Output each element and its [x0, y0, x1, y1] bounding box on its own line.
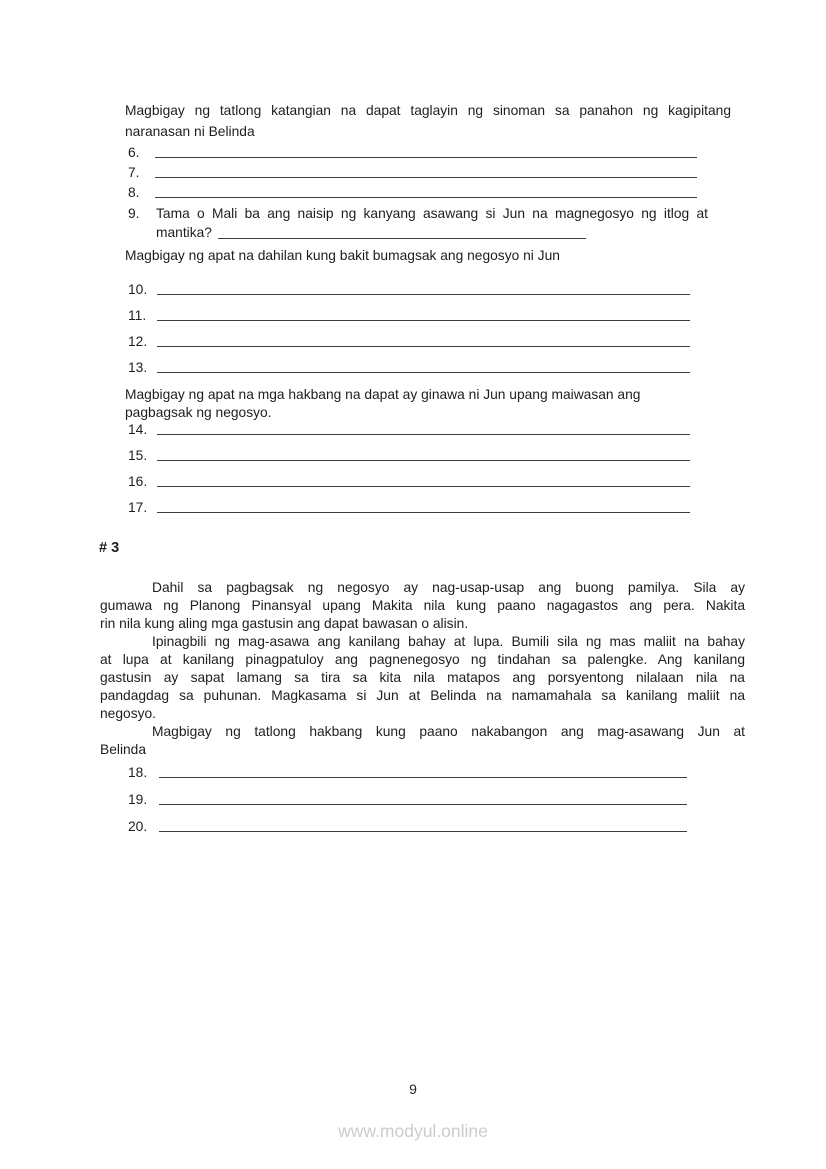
paragraph-line: Belinda [100, 742, 147, 757]
answer-blank-line [157, 512, 690, 513]
paragraph-line: gastusin ay sapat lamang sa tira sa kita nila matapos ang porsyentong nilalaan nila na [100, 670, 745, 685]
item-number: 8. [128, 185, 140, 200]
item-number: 12. [128, 334, 148, 349]
item-number: 9. [128, 206, 140, 221]
item-number: 17. [128, 500, 148, 515]
answer-blank-line [157, 294, 690, 295]
answer-items-10-13 [100, 283, 740, 387]
paragraph-ipinagbili [100, 633, 745, 723]
question-9-text-continued: mantika? [156, 225, 212, 240]
item-number: 20. [128, 819, 148, 834]
answer-item-17 [100, 501, 740, 513]
answer-blank-line [157, 460, 690, 461]
answer-item-20 [100, 820, 740, 832]
page-number: 9 [409, 1081, 417, 1097]
item-number: 15. [128, 448, 148, 463]
paragraph-planong-pinansyal [100, 579, 745, 633]
question-9 [100, 204, 708, 242]
prompt-tatlong-katangian [125, 100, 731, 142]
answer-blank-line [155, 177, 697, 178]
answer-item-10 [100, 283, 740, 295]
answer-blank-line [157, 486, 690, 487]
answer-item-12 [100, 335, 740, 347]
answer-item-7 [100, 165, 740, 178]
item-number: 7. [128, 165, 140, 180]
prompt-line: pagbagsak ng negosyo. [125, 405, 272, 420]
answer-blank-line [159, 804, 687, 805]
item-number: 14. [128, 422, 148, 437]
paragraph-line: Ipinagbili ng mag-asawa ang kanilang bahay at lupa. Bumili sila ng mas maliit na bahay [152, 634, 745, 649]
answer-blank-line [157, 434, 690, 435]
answer-item-6 [100, 145, 740, 158]
item-number: 11. [128, 308, 147, 323]
question-9-text: Tama o Mali ba ang naisip ng kanyang asawang si Jun na magnegosyo ng itlog at [156, 206, 708, 221]
prompt-line: Magbigay ng tatlong katangian na dapat taglayin ng sinoman sa panahon ng kagipitang [125, 103, 731, 118]
prompt-tatlong-hakbang [100, 723, 745, 759]
answer-item-13 [100, 361, 740, 373]
answer-items-18-20 [100, 766, 740, 847]
answer-item-19 [100, 793, 740, 805]
prompt-hakbang-maiwasan [125, 386, 741, 422]
paragraph-line: rin nila kung aling mga gastusin ang dapat bawasan o alisin. [100, 616, 469, 631]
answer-blank-line [157, 346, 690, 347]
item-number: 10. [128, 282, 148, 297]
answer-blank-line [157, 372, 690, 373]
answer-blank-line [159, 777, 687, 778]
answer-item-14 [100, 423, 740, 435]
paragraph-line: negosyo. [100, 706, 156, 721]
prompt-apat-na-dahilan: Magbigay ng apat na dahilan kung bakit bumagsak ang negosyo ni Jun [125, 248, 560, 263]
section-heading-3: # 3 [99, 540, 120, 556]
answer-blank-line [159, 831, 687, 832]
answer-blank-line [155, 157, 697, 158]
answer-items-14-17 [100, 423, 740, 527]
answer-item-11 [100, 309, 740, 321]
prompt-line: Magbigay ng apat na mga hakbang na dapat ay ginawa ni Jun upang maiwasan ang [125, 387, 641, 402]
item-number: 6. [128, 145, 140, 160]
watermark: www.modyul.online [338, 1121, 488, 1141]
paragraph-line: gumawa ng Planong Pinansyal upang Makita nila kung paano nagagastos ang pera. Nakita [100, 598, 745, 613]
paragraph-line: at lupa at kanilang pinagpatuloy ang pagnenegosyo ng tindahan sa palengke. Ang kanilang [100, 652, 745, 667]
answer-item-18 [100, 766, 740, 778]
item-number: 19. [128, 792, 148, 807]
answer-item-8 [100, 185, 740, 198]
paragraph-line: Dahil sa pagbagsak ng negosyo ay nag-usap-usap ang buong pamilya. Sila ay [152, 580, 745, 595]
paragraph-line: pandagdag sa puhunan. Magkasama si Jun at Belinda na namamahala sa kanilang maliit na [100, 688, 745, 703]
paragraph-line: Magbigay ng tatlong hakbang kung paano nakabangon ang mag-asawang Jun at [152, 724, 745, 739]
prompt-line: naranasan ni Belinda [125, 124, 255, 139]
item-number: 16. [128, 474, 148, 489]
answer-blank-line [218, 226, 586, 239]
item-number: 18. [128, 765, 148, 780]
answer-item-16 [100, 475, 740, 487]
answer-item-15 [100, 449, 740, 461]
question-9-answer-line [156, 223, 708, 242]
item-number: 13. [128, 360, 148, 375]
answer-items-6-8 [100, 145, 740, 205]
answer-blank-line [157, 320, 690, 321]
answer-blank-line [155, 197, 697, 198]
